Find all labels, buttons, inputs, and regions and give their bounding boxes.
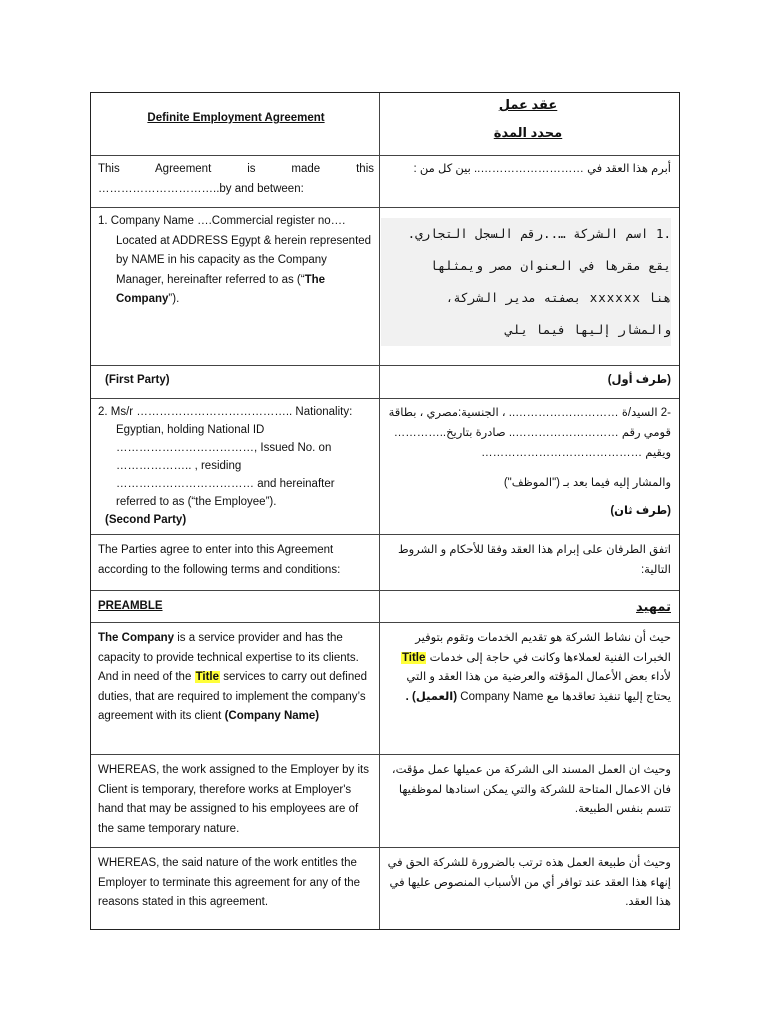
first-party-ar-line2: يقع مقرها في العنوان مصر ويمثلها [430,258,671,273]
second-party-row [91,398,679,535]
title-row [91,93,679,155]
second-party-ar-line4: والمشار إليه فيما بعد بـ ("الموظف") [503,477,671,489]
title-en: Definite Employment Agreement [147,112,325,124]
intro-ar: أبرم هذا العقد في ……………………….. بين كل من : [413,163,671,175]
company-clause-row [91,622,679,755]
agree-row [91,534,679,591]
first-party-label-ar: (طرف أول) [607,374,671,386]
company-clause-ar-client: (العميل) . [405,690,458,703]
second-party-label-ar: (طرف ثان) [610,505,671,517]
intro-en-line2: …………………………..by and between: [98,182,304,195]
preamble-en: PREAMBLE [98,600,163,612]
first-party-en-body: 1. Company Name ….Commercial register no…. Located at ADDRESS Egypt & herein represented by NAME in his capacity as the Company Manager, hereinafter referred to as (“ [98,215,372,286]
first-party-ar-line4: والمشار إليها فيما يلي [505,322,671,337]
second-party-ar-line1: -2 السيد/ة ……………………….. ، الجنسية:مصري ، بطاقة [388,407,671,419]
company-clause-en-title: Title [195,671,219,684]
first-party-en-text [98,212,374,310]
title-ar [385,95,671,142]
first-party-ar-line1: .1 اسم الشركة …..رقم السجل التجاري. [407,226,671,241]
first-party-label-en: (First Party) [105,374,170,386]
intro-en-line1: This Agreement is made this [98,163,374,175]
first-party-label-row [91,365,679,399]
company-clause-ar-title: Title [401,651,426,664]
intro-row [91,155,679,208]
second-party-en-text: 2. Ms/r ………………………………….. Nationality: Egyptian, holding National ID ………………………………, Issued No. on ……………….. , residing ……………………………… and hereinafter referred to as (“the Employee”). [98,406,353,508]
company-clause-ar [385,629,671,707]
whereas-2-en: WHEREAS, the said nature of the work entitles the Employer to terminate this agreement for any of the reasons stated in this agreement. [98,857,361,909]
second-party-ar-line2: قومي رقم ……………………….. صادرة بتاريخ..………… [393,427,671,439]
whereas-2-ar: وحيث أن طبيعة العمل هذه ترتب بالضرورة للشركة الحق في إنهاء هذا العقد عند توافر أي من الأسباب المنصوص عليها في هذا العقد. [387,857,671,909]
company-clause-en [98,629,374,727]
company-clause-en-part2: services to carry out defined duties, that are required to implement the company’s agreement with its client [98,671,368,723]
preamble-row [91,590,679,623]
company-clause-en-client: (Company Name) [224,710,320,723]
second-party-en [98,403,374,531]
first-party-en [98,212,374,310]
whereas-1-row [91,754,679,848]
preamble-ar: تمهيد [636,599,671,614]
agree-en: The Parties agree to enter into this Agreement according to the following terms and conditions: [98,544,341,576]
company-clause-ar-part1: حيث أن نشاط الشركة هو تقديم الخدمات وتقوم بتوفير الخبرات الفنية لعملاءها وكانت في حاجة إلى خدمات [415,632,671,664]
first-party-ar-line3: هنا xxxxxx بصفته مدير الشركة، [445,290,671,305]
second-party-label-en: (Second Party) [105,514,187,526]
second-party-ar [385,403,671,521]
company-clause-ar-part2: لأداء بعض الأعمال المؤقته والعرضية من هذا العقد و التي يحتاج إليها تنفيذ تعاقدها مع Company Name [406,671,671,703]
first-party-en-company: The Company [116,273,326,306]
whereas-1-ar: وحيث ان العمل المسند الى الشركة من عميلها عمل مؤقت، فان الاعمال المتاحة للشركة والتي يمكن اسنادها لموظفيها تتسم بنفس الطبيعة. [391,764,671,816]
agreement-table [90,92,680,930]
first-party-en-end: ”). [168,293,180,306]
intro-en [98,160,374,199]
first-party-row [91,207,679,366]
first-party-ar [381,218,671,346]
agree-ar: اتفق الطرفان على إبرام هذا العقد وفقا للأحكام و الشروط التالية: [397,544,671,576]
title-ar-line1: عقد عمل [498,97,558,112]
company-clause-en-bold: The Company [98,632,175,644]
second-party-ar-line3: ويقيم …………………………………… [481,447,671,459]
whereas-2-row [91,847,679,930]
whereas-1-en: WHEREAS, the work assigned to the Employer by its Client is temporary, therefore works at Employer's hand that may be assigned to his employees are of the same temporary nature. [98,764,369,835]
title-ar-line2: محدد المدة [493,124,563,140]
company-clause-en-part1: is a service provider and has the capacity to provide technical expertise to its clients. And in need of the [98,632,359,684]
